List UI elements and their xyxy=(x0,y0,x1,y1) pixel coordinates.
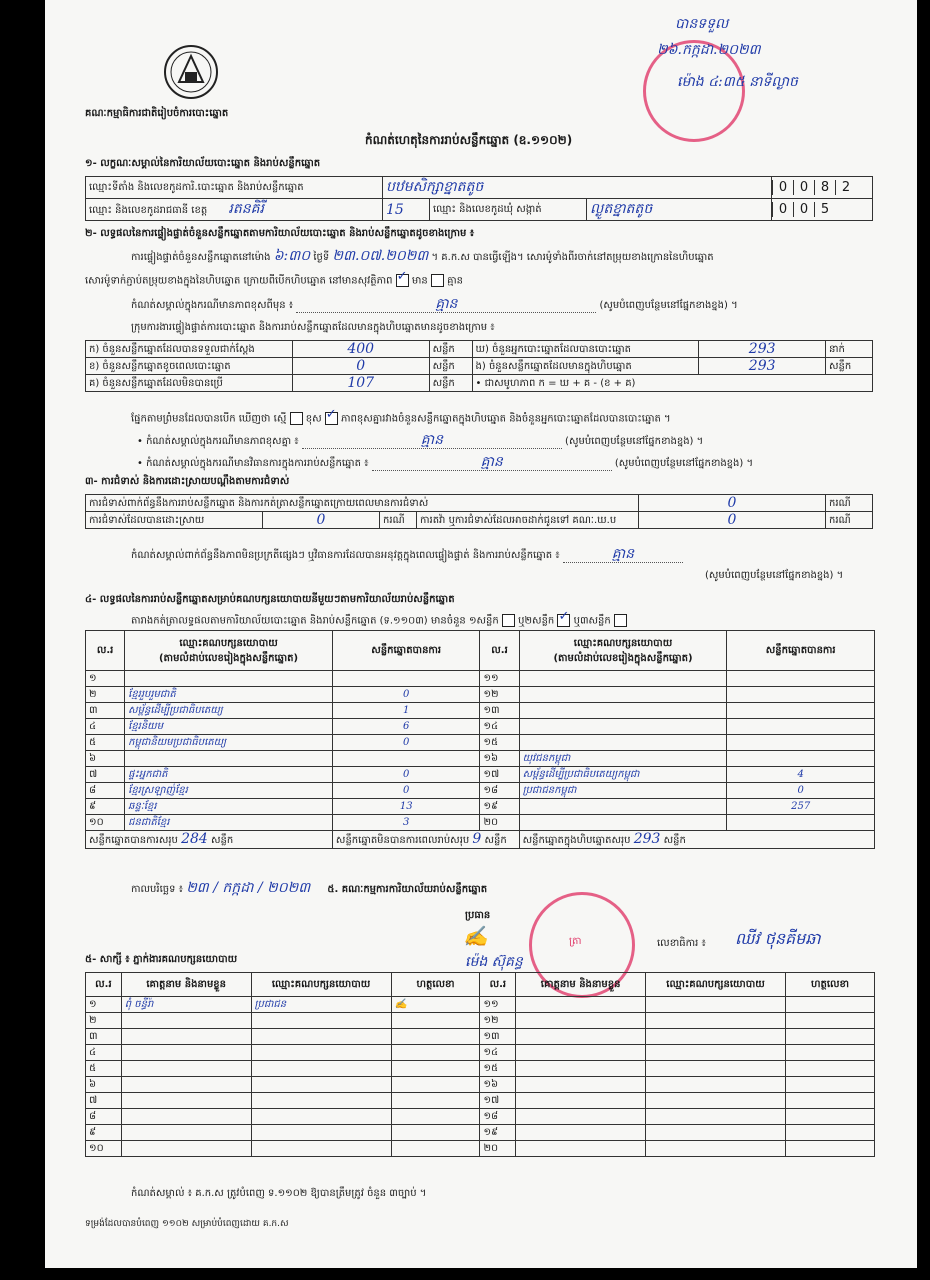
witness-table: ល.រ គោត្តនាម និងនាមខ្លួន ឈ្មោះគណបក្សនយោបាយ ហត្ថលេខា ល.រ គោត្តនាម និងនាមខ្លួន ឈ្មោះគណបក្សនយោបាយ ហត្ថលេខា ១ ពុំ ចន្ធីរ៉ា ប្រជាជន ✍ ១១ ២ ១២ ៣ ១៣ ៤ ១៤ ៥ ១៥ ៦ ១៦ ៧ ១៧ ៨ ១៨ ៩ ១៩ ១០ ២០ xyxy=(85,972,875,1157)
witness-row: ២ ១២ xyxy=(86,1013,875,1029)
objection-table: ការជំទាស់ពាក់ព័ន្ធនឹងការរាប់សន្លឹកឆ្នោត និងការកត់ត្រាសន្លឹកឆ្នោតក្រោយពេលមានការជំទាស់ 0 ករណី ការជំទាស់ដែលបានដោះស្រាយ 0 ករណី ការតវ៉ា ឬការជំទាស់ដែលអាចដាក់ជូនទៅ គណៈ.ឃ.ប 0 ករណី xyxy=(85,494,873,529)
org-name: គណៈកម្មាធិការជាតិរៀបចំការបោះឆ្នោត xyxy=(85,108,229,119)
official-stamp-label: ត្រា xyxy=(569,936,582,947)
witness-row: ៨ ១៨ xyxy=(86,1109,875,1125)
verify-line2: សោរម៉ូទាក់ភ្ជាប់តម្រុយខាងក្នុងនៃហិបឆ្នោត ក្រោយពីបើកហិបឆ្នោត នៅមានសុវត្ថិភាព ✓ មាន គ្មាន xyxy=(85,274,463,288)
sheet2-checkbox[interactable] xyxy=(557,614,570,627)
ballot-count-table xyxy=(85,340,873,392)
secretary-name: ឈីវ ថុនគីមឆា xyxy=(735,929,821,948)
results-row: ៧ ផ្ទះអ្នកជាតិ 0 ១៧ សម្ព័ន្ធដើម្បីប្រជាធិបតេយ្យកម្ពុជា 4 xyxy=(86,767,875,783)
ballot-row-a: ក) ចំនួនសន្លឹកឆ្នោតដែលបានទទួលជាក់ស្តែង 400 សន្លឹក ឃ) ចំនួនអ្នកបោះឆ្នោតដែលបានបោះឆ្នោត 293 នាក់ xyxy=(86,341,873,358)
witness-row: ១០ ២០ xyxy=(86,1141,875,1157)
received-label: បានទទួល xyxy=(675,16,729,32)
measure-note: • កំណត់សម្គាល់ក្នុងករណីមានវិធានការក្នុងការរាប់សន្លឹកឆ្នោត ៖ គ្មាន (សូមបំពេញបន្ថែមនៅផ្នែកខាងខ្នង) ។ xyxy=(137,454,754,470)
section2-intro: ក្រុមការងារផ្ទៀងផ្ទាត់ការបោះឆ្នោត និងការរាប់សន្លឹកឆ្នោតដែលមានក្នុងហិបឆ្នោតមានដូចខាងក្រោម ៖ xyxy=(131,322,495,333)
commune-label: ឈ្មោះ និងលេខកូដឃុំ សង្កាត់ xyxy=(430,199,587,221)
results-row: ៩ ឆន្ទៈខ្មែរ 13 ១៩ 257 xyxy=(86,799,875,815)
section4-intro: តារាងកត់ត្រាលទ្ធផលតាមការិយាល័យបោះឆ្នោត និងរាប់សន្លឹកឆ្នោត (ទ.១១០៣) មានចំនួន ១សន្លឹក ឬ២សន្លឹក ✓ ឬ៣សន្លឹក xyxy=(131,614,627,628)
diff-note: • កំណត់សម្គាល់ក្នុងករណីមានភាពខុសគ្នា ៖ គ្មាន (សូមបំពេញបន្ថែមនៅផ្នែកខាងខ្នង) ។ xyxy=(137,432,704,448)
results-row: ៦ ១៦ យុវជនកម្ពុជា xyxy=(86,751,875,767)
section1-table xyxy=(85,176,873,221)
seal-note: កំណត់សម្គាល់ក្នុងករណីមានភាពខុសពីមុន ៖ គ្មាន (សូមបំពេញបន្ថែមនៅផ្នែកខាងខ្នង) ។ xyxy=(131,296,738,312)
section3-heading: ៣- ការជំទាស់ និងការដោះស្រាយបណ្តឹងតាមការជំទាស់ xyxy=(85,476,290,487)
chair-signature: ✍ xyxy=(463,924,488,948)
same-checkbox[interactable] xyxy=(290,412,303,425)
footer-note: កំណត់សម្គាល់ ៖ គ.ក.ស ត្រូវបំពេញ ទ.១១០២ ឱ្យបានត្រឹមត្រូវ ចំនួន ៣ច្បាប់ ។ xyxy=(131,1188,427,1199)
form-title: កំណត់ហេតុនៃការរាប់សន្លឹកឆ្នោត (ឧ.១១០២) xyxy=(365,133,573,147)
witness-row: ៧ ១៧ xyxy=(86,1093,875,1109)
province-label: ឈ្មោះ និងលេខកូដរាជធានី ខេត្ត រតនគិរី xyxy=(86,199,383,221)
seal-note-value: គ្មាន xyxy=(435,296,458,312)
ballot-row-b: ខ) ចំនួនសន្លឹកឆ្នោតខូចពេលបោះឆ្នោត 0 សន្លឹក ង) ចំនួនសន្លឹកឆ្នោតដែលមានក្នុងហិបឆ្នោត 293 សន្លឹក xyxy=(86,358,873,375)
results-row: ១០ ជនជាតិខ្មែរ 3 ២០ xyxy=(86,815,875,831)
sheet1-checkbox[interactable] xyxy=(502,614,515,627)
objection-hint: (សូមបំពេញបន្ថែមនៅផ្នែកខាងខ្នង) ។ xyxy=(705,570,844,581)
diff-checkbox[interactable] xyxy=(325,412,338,425)
results-row: ៨ ខ្មែរស្រឡាញ់ខ្មែរ 0 ១៨ ប្រជាជនកម្ពុជា 0 xyxy=(86,783,875,799)
commune-code: 0 0 5 xyxy=(772,199,873,221)
witness-row: ៣ ១៣ xyxy=(86,1029,875,1045)
footer-form-id: ទម្រង់ដែលបានបំពេញ ១១០២ សម្រាប់បំពេញដោយ គ.ក.ស xyxy=(85,1219,289,1229)
total-valid: 284 xyxy=(181,831,208,847)
results-table: ល.រ ឈ្មោះគណបក្សនយោបាយ (តាមលំដាប់លេខរៀងក្នុងសន្លឹកឆ្នោត) សន្លឹកឆ្នោតបានការ ល.រ ឈ្មោះគណបក្សនយោបាយ (តាមលំដាប់លេខរៀងក្នុងសន្លឹកឆ្នោត) សន្លឹកឆ្នោតបានការ ១ ១១ ២ ខ្មែររួបរួមជាតិ 0 ១២ ៣ សម្ព័ន្ធដើម្បីប្រជាធិបតេយ្យ 1 ១៣ ៤ ខ្មែរនិយម 6 ១៤ ៥ កម្ពុជានិយមប្រជាធិបតេយ្យ 0 ១៥ ៦ ១៦ យុវជនកម្ពុជា ៧ ផ្ទះអ្នកជាតិ 0 ១៧ សម្ព័ន្ធដើម្បីប្រជាធិបតេយ្យកម្ពុជា 4 ៨ ខ្មែរស្រឡាញ់ខ្មែរ 0 ១៨ ប្រជាជនកម្ពុជា 0 ៩ ឆន្ទៈខ្មែរ 13 ១៩ 257 ១០ ជនជាតិខ្មែរ 3 ២០ សន្លឹកឆ្នោតបានការសរុប 284 សន្លឹក សន្លឹកឆ្នោតមិនបានការពេលរាប់សរុប 9 សន្លឹក សន្លឹកឆ្នោតក្នុងហិបឆ្នោតសរុប 293 សន្លឹក xyxy=(85,630,875,849)
results-row: ៤ ខ្មែរនិយម 6 ១៤ xyxy=(86,719,875,735)
witness-row: ៤ ១៤ xyxy=(86,1045,875,1061)
location-value: បឋមសិក្សាខ្នាតតូច xyxy=(386,179,484,195)
results-row: ៣ សម្ព័ន្ធដើម្បីប្រជាធិបតេយ្យ 1 ១៣ xyxy=(86,703,875,719)
location-code: 0 0 8 2 xyxy=(772,177,873,199)
province-value: រតនគិរី xyxy=(228,201,264,217)
nec-emblem-icon xyxy=(163,42,219,102)
verify-time: ៦:៣០ xyxy=(273,248,311,264)
compare-line: ផ្នែកតាមព្រំមនដែលបានបើក ឃើញថា ស្មើ ខុស ✓ ភាពខុសគ្នារវាងចំនួនសន្លឹកឆ្នោតក្នុងហិបឆ្នោត និងចំនួនអ្នកបោះឆ្នោតដែលបានបោះឆ្នោត ។ xyxy=(131,412,671,426)
form-page xyxy=(45,0,917,1268)
location-label: ឈ្មោះទីតាំង និងលេខកូដការិ.បោះឆ្នោត និងរាប់សន្លឹកឆ្នោត xyxy=(86,177,383,199)
signing-date: កាលបរិច្ឆេទ ៖ ២៣ / កក្កដា / ២០២៣ ៥. គណៈកម្មការការិយាល័យរាប់សន្លឹកឆ្នោត xyxy=(131,880,488,896)
chair-title: ប្រធាន xyxy=(465,910,491,921)
received-time: ម៉ោង ៤:៣៥ នាទីល្ងាច xyxy=(677,74,798,90)
chair-name: ម៉េង ស៊ុគន្ធ xyxy=(465,954,523,970)
province-code: 15 xyxy=(386,201,404,218)
ballot-row-c: គ) ចំនួនសន្លឹកឆ្នោតដែលមិនបានប្រើ 107 សន្លឹក • ជាសមូហភាព ក = ឃ + គ - (ខ + គ) xyxy=(86,375,873,392)
results-totals-row: សន្លឹកឆ្នោតបានការសរុប 284 សន្លឹក សន្លឹកឆ្នោតមិនបានការពេលរាប់សរុប 9 សន្លឹក សន្លឹកឆ្នោតក្នុងហិបឆ្នោតសរុប 293 សន្លឹក xyxy=(86,831,875,849)
section5-heading: ៥- សាក្សី ៖ ភ្នាក់ងារគណបក្សនយោបាយ xyxy=(85,954,238,965)
seal-no-checkbox[interactable] xyxy=(431,274,444,287)
witness-row: ៦ ១៦ xyxy=(86,1077,875,1093)
objection-note: កំណត់សម្គាល់ពាក់ព័ន្ធនឹងភាពមិនប្រក្រតីផ្សេងៗ ឬវិធានការដែលបានអនុវត្តក្នុងពេលផ្ទៀងផ្ទាត់ និងការរាប់សន្លឹកឆ្នោត ៖ គ្មាន xyxy=(131,548,683,563)
section2-heading: ២- លទ្ធផលនៃការផ្ទៀងផ្ទាត់ចំនួនសន្លឹកឆ្នោតតាមការិយាល័យបោះឆ្នោត និងរាប់សន្លឹកឆ្នោតដូចខាងក្រោម ៖ xyxy=(85,228,475,239)
received-date: ២៦.កក្កដា.២០២៣ xyxy=(657,42,761,58)
total-in-box: 293 xyxy=(633,831,661,847)
verify-line1: ការផ្ទៀងផ្ទាត់ចំនួនសន្លឹកឆ្នោតនៅម៉ោង ៦:៣០ ថ្ងៃទី ២៣.០៧.២០២៣ ។ គ.ក.ស បានធ្វើឡើង។ សោរម៉ូទាំងពីរចាក់នៅតម្រុយខាងក្រោននៃហិបឆ្នោត xyxy=(131,248,714,264)
seal-yes-checkbox[interactable] xyxy=(396,274,409,287)
sheet3-checkbox[interactable] xyxy=(614,614,627,627)
secretary-label: លេខាធិការ ៖ xyxy=(657,938,706,949)
witness-row: ៩ ១៩ xyxy=(86,1125,875,1141)
witness-row: ៥ ១៥ xyxy=(86,1061,875,1077)
verify-date: ២៣.០៧.២០២៣ xyxy=(332,248,429,264)
results-row: ១ ១១ xyxy=(86,671,875,687)
results-row: ២ ខ្មែររួបរួមជាតិ 0 ១២ xyxy=(86,687,875,703)
section1-heading: ១- លក្ខណៈសម្គាល់នៃការិយាល័យបោះឆ្នោត និងរាប់សន្លឹកឆ្នោត xyxy=(85,158,321,169)
witness-row: ១ ពុំ ចន្ធីរ៉ា ប្រជាជន ✍ ១១ xyxy=(86,997,875,1013)
total-invalid: 9 xyxy=(472,831,482,847)
commune-value: ល្ងូតខ្នាតតូច xyxy=(590,201,653,217)
results-row: ៥ កម្ពុជានិយមប្រជាធិបតេយ្យ 0 ១៥ xyxy=(86,735,875,751)
section4-heading: ៤- លទ្ធផលនៃការរាប់សន្លឹកឆ្នោតសម្រាប់គណបក្សនយោបាយនីមួយៗតាមការិយាល័យរាប់សន្លឹកឆ្នោត xyxy=(85,594,455,605)
